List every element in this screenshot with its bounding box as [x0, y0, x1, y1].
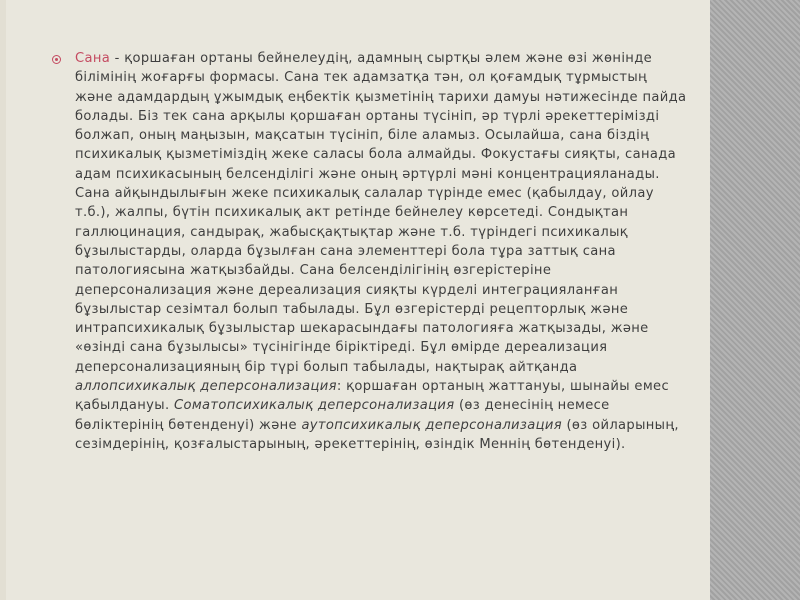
italic-term: аутопсихикалық деперсонализация [301, 417, 562, 433]
body-paragraph [75, 49, 688, 454]
text-segment: (өз денесінің немесе бөліктерінің бөтенденуі) және [75, 398, 610, 433]
text-segment: - қоршаған ортаны бейнелеудің, адамның сыртқы әлем және өзі жөнінде білімінің жоғарғы формасы. Сана тек адамзатқа тән, ол қоғамдық тұрмыстың және адамдардың ұжымдық еңбектік қызметінің тарихи дамуы нәтижесінде пайда болады. Біз тек сана арқылы қоршаған ортаны түсініп, әр түрлі әрекеттерімізді болжап, оның маңызын, мақсатын түсініп, біле аламыз. Осылайша, сана біздің психикалық қызметіміздің жеке саласы бола алмайды. Фокустағы сияқты, санада адам психикасының белсенділігі және оның әртүрлі мәні концентрацияланады. Сана айқындылығын жеке психикалық салалар түрінде емес (қабылдау, ойлау т.б.), жалпы, бүтін психикалық акт ретінде бейнелеу көрсетеді. Сондықтан галлюцинация, сандырақ, жабысқақтықтар және т.б. түріндегі психикалық бұзылыстарды, оларда бұзылған сана элементтері бола тұра заттық сана патологиясына жатқызбайды. Сана белсенділігінің өзгерістеріне деперсонализация және дереализация сияқты күрделі интеграцияланған бұзылыстар сезімтал болып табылады. Бұл өзгерістерді рецепторлық және интрапсихикалық бұзылыстар шекарасындағы патологияға жатқызады, және «өзінді сана бұзылысы» түсінігінде біріктіреді. Бұл өмірде дереализация деперсонализацияның бір түрі болып табылады, нақтырақ айтқанда [75, 51, 687, 375]
left-edge-strip [0, 0, 6, 600]
text-segment: : қоршаған ортаның жаттануы, шынайы емес қабылдануы. [75, 379, 670, 414]
term-highlight: Сана [75, 51, 111, 66]
slide-content [48, 49, 688, 454]
bullet-item [48, 49, 688, 454]
text-segment: (өз ойларының, сезімдерінің, қозғалыстарының, әрекеттерінің, өзіндік Меннің бөтенденуі). [75, 417, 679, 452]
right-decorative-band [710, 0, 800, 600]
bullet-circle-icon [52, 55, 61, 64]
italic-term: Соматопсихикалық деперсонализация [173, 398, 455, 414]
italic-term: аллопсихикалық деперсонализация [75, 379, 337, 395]
